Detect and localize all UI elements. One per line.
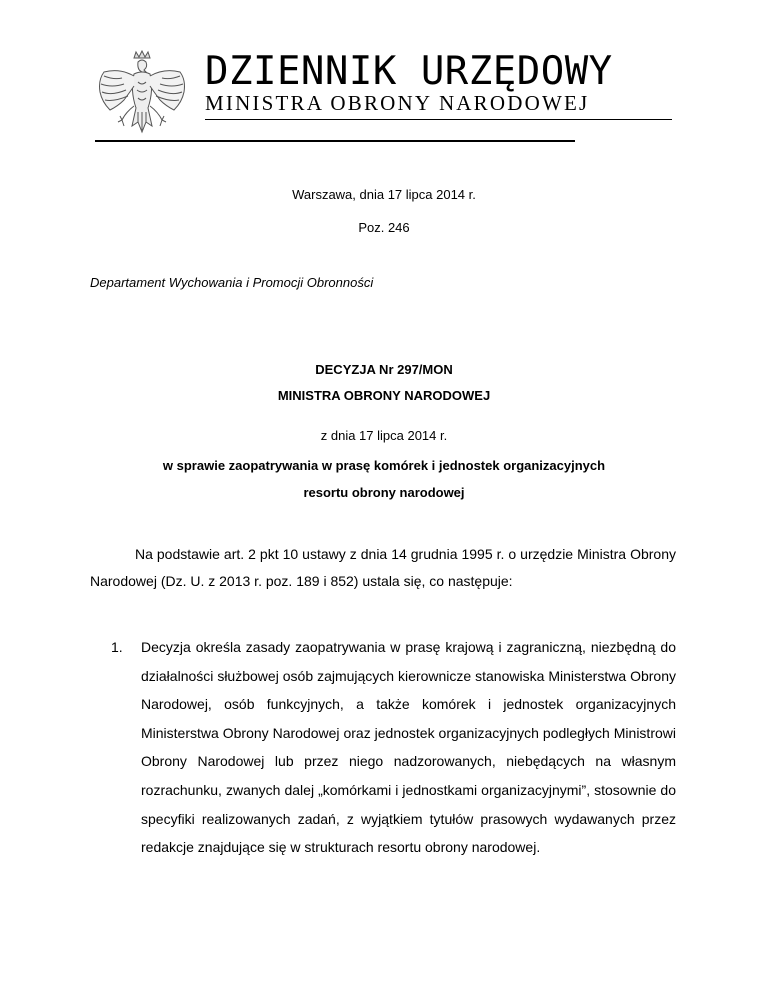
white-eagle-emblem-icon [92, 50, 192, 144]
decision-date: z dnia 17 lipca 2014 r. [320, 428, 448, 443]
place-date: Warszawa, dnia 17 lipca 2014 r. [292, 187, 476, 202]
decision-subject-line-1: w sprawie zaopatrywania w prasę komórek i jednostek organizacyjnych [162, 458, 606, 473]
decision-title: DECYZJA Nr 297/MON [315, 362, 453, 377]
masthead-title: DZIENNIK URZĘDOWY [205, 49, 613, 94]
decision-issuer: MINISTRA OBRONY NARODOWEJ [277, 388, 491, 403]
legal-basis-paragraph: Na podstawie art. 2 pkt 10 ustawy z dnia 14 grudnia 1995 r. o urzędzie Ministra Obrony Narodowej (Dz. U. z 2013 r. poz. 189 i 852) ustala się, co następuje: [90, 546, 676, 589]
masthead-divider [205, 119, 672, 120]
list-item [111, 633, 676, 862]
decision-subject-line-2: resortu obrony narodowej [303, 485, 465, 500]
department-name: Departament Wychowania i Promocji Obronności [90, 275, 374, 290]
masthead-subtitle: MINISTRA OBRONY NARODOWEJ [205, 91, 590, 115]
list-item-text: Decyzja określa zasady zaopatrywania w prasę krajową i zagraniczną, niezbędną do działalności służbowej osób zajmujących kierownicze stanowiska Ministerstwa Obrony Narodowej, osób funkcyjnych, a także komórek i jednostek organizacyjnych Ministerstwa Obrony Narodowej oraz jednostek organizacyjnych podległych Ministrowi Obrony Narodowej lub przez niego nadzorowanych, niebędących na własnym rozrachunku, zwanych dalej „komórkami i jednostkami organizacyjnymi”, stosownie do specyfiki realizowanych zadań, z wyjątkiem tytułów prasowych wydawanych przez redakcje znajdujące się w strukturach resortu obrony narodowej. [141, 639, 676, 856]
position-number: Poz. 246 [358, 220, 410, 235]
header-divider [95, 140, 575, 142]
list-item-number: 1. [111, 639, 123, 655]
